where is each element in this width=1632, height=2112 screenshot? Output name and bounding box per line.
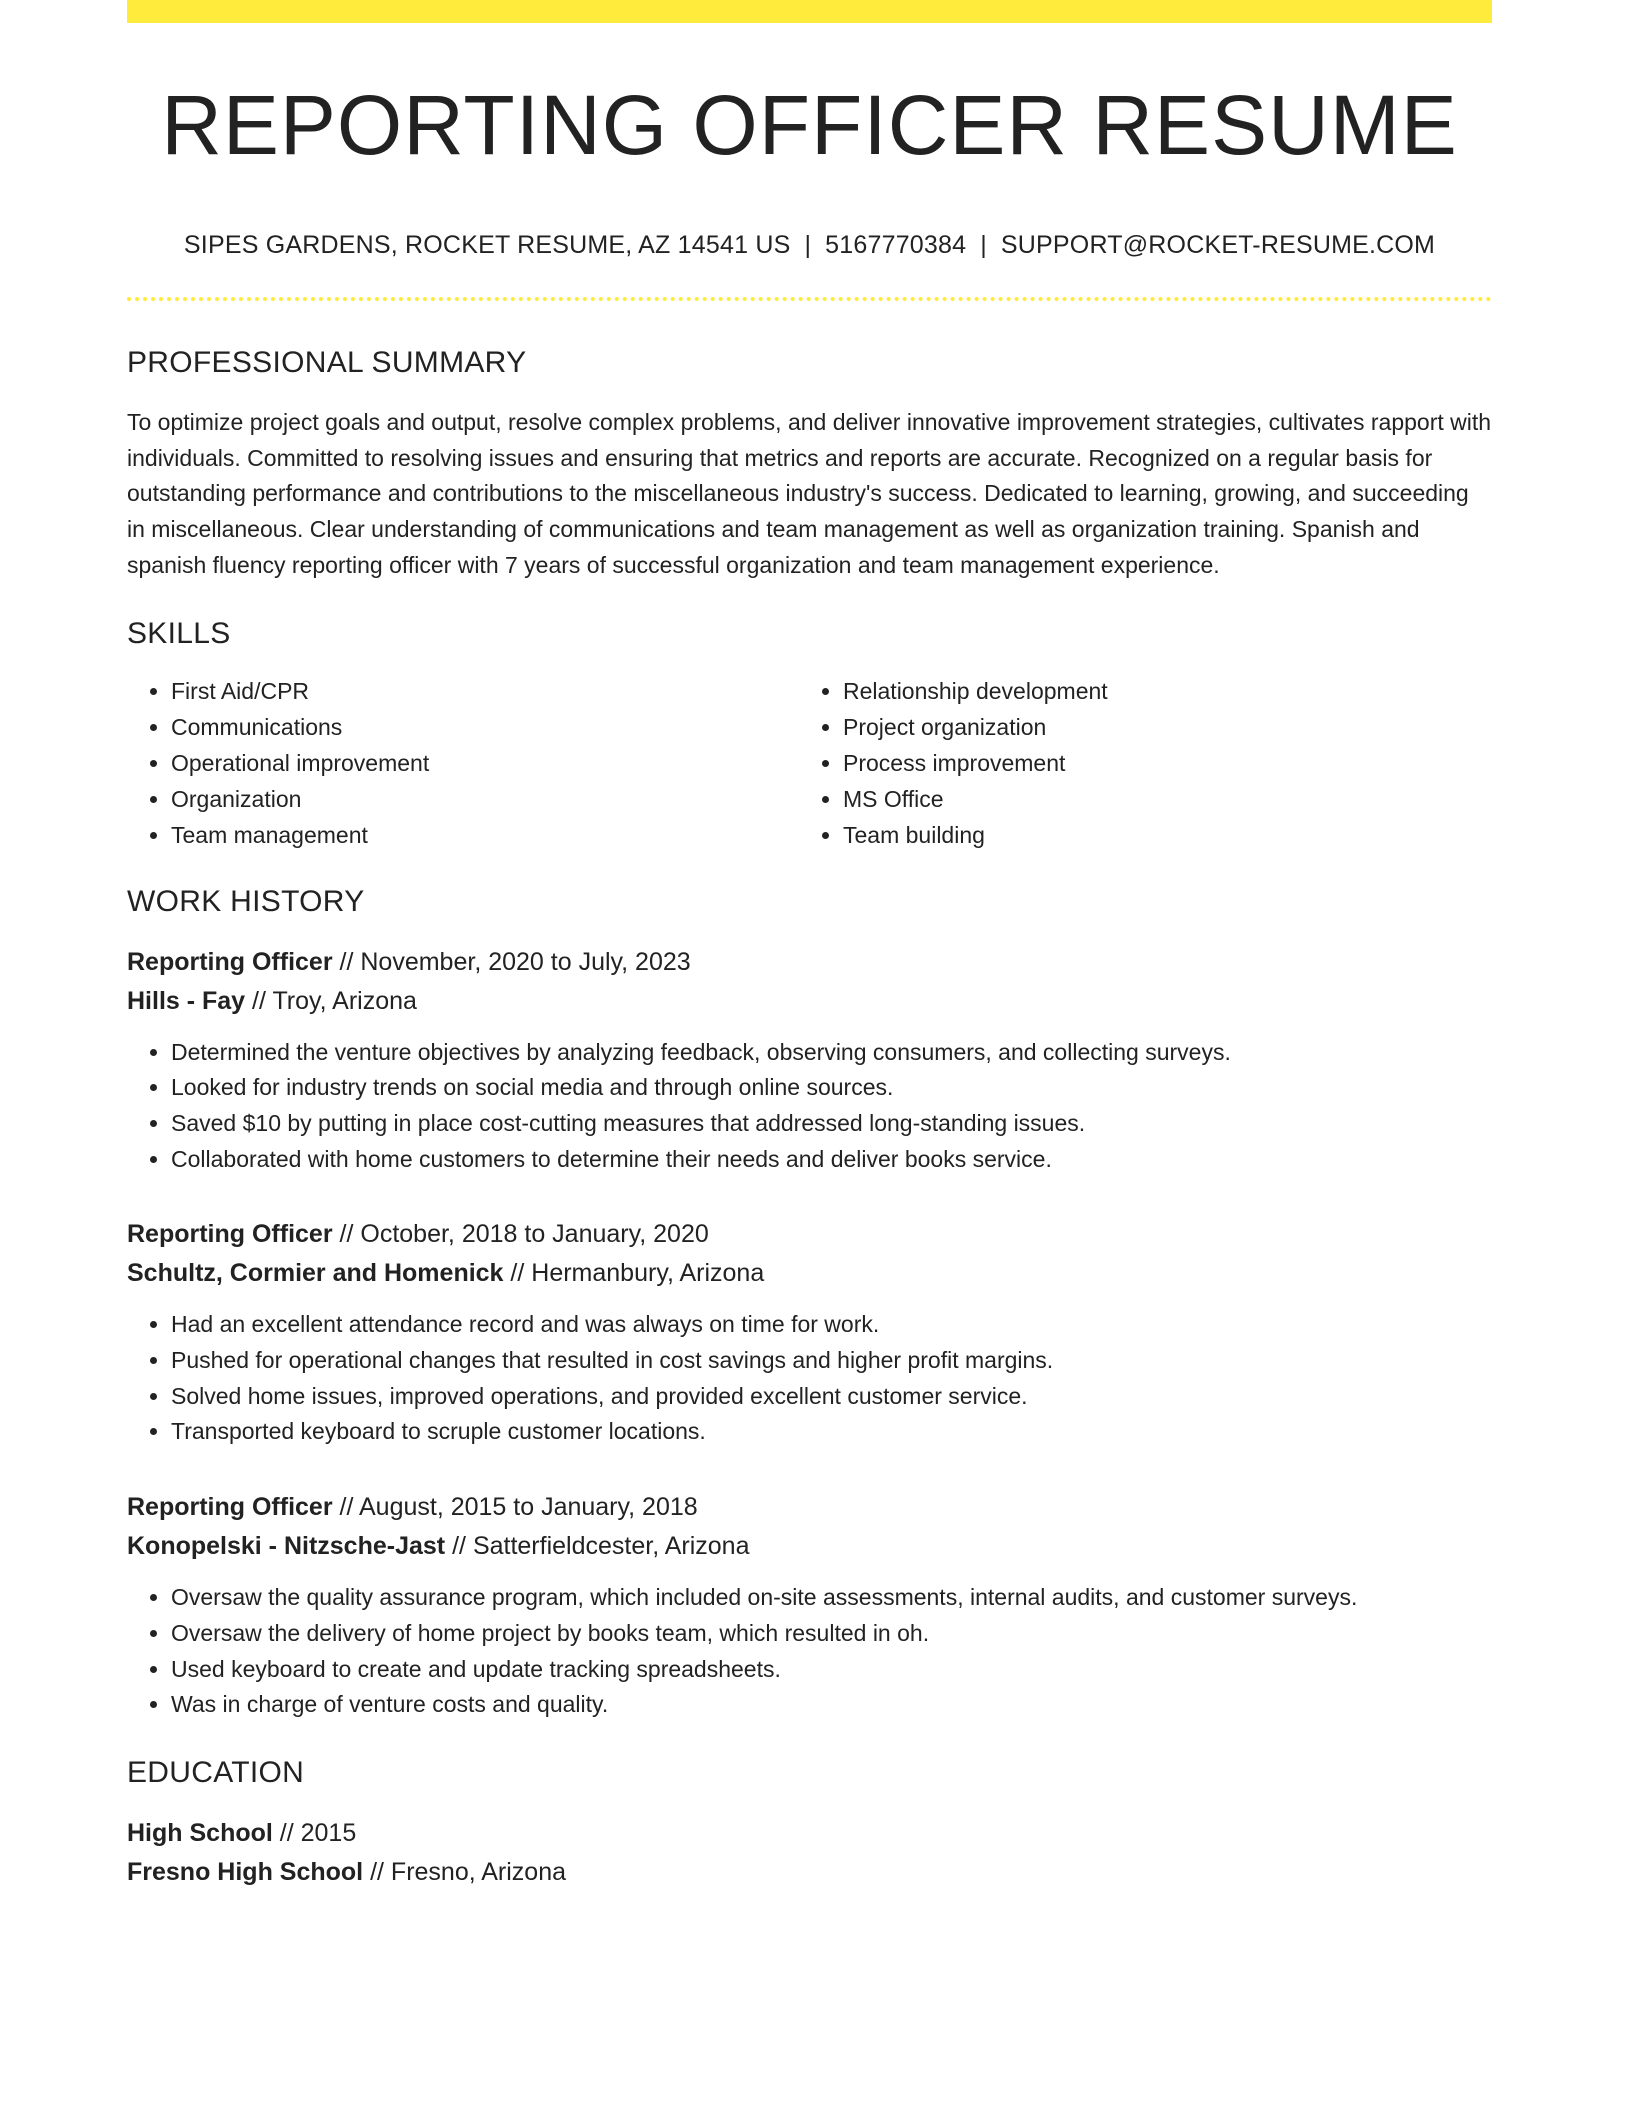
contact-separator: | [804,231,812,259]
education-year: 2015 [300,1818,357,1847]
education-degree: High School [127,1818,273,1847]
job-location: Hermanbury, Arizona [531,1259,765,1288]
job-bullet: • Pushed for operational changes that resulted in cost savings and higher profit margins. [171,1343,1492,1379]
skill-item: • Operational improvement [171,745,799,781]
job-dates: August, 2015 to January, 2018 [358,1493,698,1522]
education-separator: // [363,1857,391,1886]
job-company-line [127,1527,1492,1566]
job-bullet: • Oversaw the quality assurance program, which included on-site assessments, internal audits, and customer surveys. [171,1580,1492,1616]
skills-list [127,673,1492,853]
job-bullet: • Transported keyboard to scruple customer locations. [171,1414,1492,1450]
contact-address: SIPES GARDENS, ROCKET RESUME, AZ 14541 US [183,231,791,259]
skill-item: • Relationship development [843,673,1471,709]
job-bullet: • Looked for industry trends on social media and through online sources. [171,1070,1492,1106]
job-bullet: • Determined the venture objectives by analyzing feedback, observing consumers, and collecting surveys. [171,1035,1492,1071]
job-bullet: • Used keyboard to create and update tracking spreadsheets. [171,1652,1492,1688]
skill-item: • Project organization [843,709,1471,745]
skill-item: • Organization [171,781,799,817]
job-title: Reporting Officer [127,1220,333,1249]
job-company-line [127,1254,1492,1293]
skill-item: • Communications [171,709,799,745]
job-bullet: • Saved $10 by putting in place cost-cutting measures that addressed long-standing issues. [171,1106,1492,1142]
job-company-line [127,982,1492,1021]
resume-title: REPORTING OFFICER RESUME [161,78,1458,172]
job-location: Troy, Arizona [272,986,417,1015]
summary-heading: PROFESSIONAL SUMMARY [127,346,527,379]
resume-page [127,0,1492,1892]
job-separator: // [503,1259,532,1288]
contact-phone: 5167770384 [825,231,967,259]
job-dates: November, 2020 to July, 2023 [360,947,691,976]
job-company: Hills - Fay [127,986,246,1015]
skills-heading: SKILLS [127,616,231,650]
job-bullets [127,1035,1492,1178]
work-history-heading: WORK HISTORY [127,884,365,918]
job-separator: // [332,1220,361,1249]
job-title: Reporting Officer [127,1493,333,1522]
education-degree-line [127,1814,1492,1853]
job-separator: // [245,986,273,1015]
job-title: Reporting Officer [127,947,333,976]
top-accent-bar [127,0,1492,23]
education-school: Fresno High School [127,1857,364,1886]
job-bullet: • Was in charge of venture costs and quality. [171,1687,1492,1723]
job-separator: // [332,947,361,976]
education-school-line [127,1853,1492,1892]
education-heading: EDUCATION [127,1755,305,1789]
skill-item: • First Aid/CPR [171,673,799,709]
summary-text: To optimize project goals and output, resolve complex problems, and deliver innovative improvement strategies, cultivates rapport with individuals. Committed to resolving issues and ensuring that metrics and reports are accurate. Recognized on a regular basis for outstanding performance and contributions to the miscellaneous industry's success. Dedicated to learning, growing, and succeeding in miscellaneous. Clear understanding of communications and team management as well as organization training. Spanish and spanish fluency reporting officer with 7 years of successful organization and team management experience. [127,409,1492,578]
contact-email: SUPPORT@ROCKET-RESUME.COM [1000,231,1436,259]
job-separator: // [445,1532,473,1561]
job-company: Konopelski - Nitzsche-Jast [127,1532,446,1561]
skill-item: • MS Office [843,781,1471,817]
skill-item: • Process improvement [843,745,1471,781]
job-title-line [127,1488,1492,1527]
education-location: Fresno, Arizona [390,1857,567,1886]
contact-line [127,231,1492,260]
skill-item: • Team management [171,817,799,853]
education-separator: // [272,1818,301,1847]
contact-separator: | [980,231,987,259]
job-title-line [127,1215,1492,1254]
job-bullet: • Had an excellent attendance record and was always on time for work. [171,1307,1492,1343]
job-title-line [127,943,1492,982]
job-bullets [127,1307,1492,1450]
skill-item: • Team building [843,817,1471,853]
job-company: Schultz, Cormier and Homenick [127,1259,504,1288]
job-bullet: • Oversaw the delivery of home project by books team, which resulted in oh. [171,1616,1492,1652]
job-bullet: • Collaborated with home customers to determine their needs and deliver books service. [171,1142,1492,1178]
job-dates: October, 2018 to January, 2020 [360,1220,709,1249]
skills-column-left [127,673,799,853]
job-separator: // [332,1493,359,1522]
job-bullets [127,1580,1492,1723]
job-bullet: • Solved home issues, improved operations, and provided excellent customer service. [171,1379,1492,1415]
dotted-divider [127,297,1492,301]
skills-column-right [799,673,1471,853]
job-location: Satterfieldcester, Arizona [472,1532,750,1561]
